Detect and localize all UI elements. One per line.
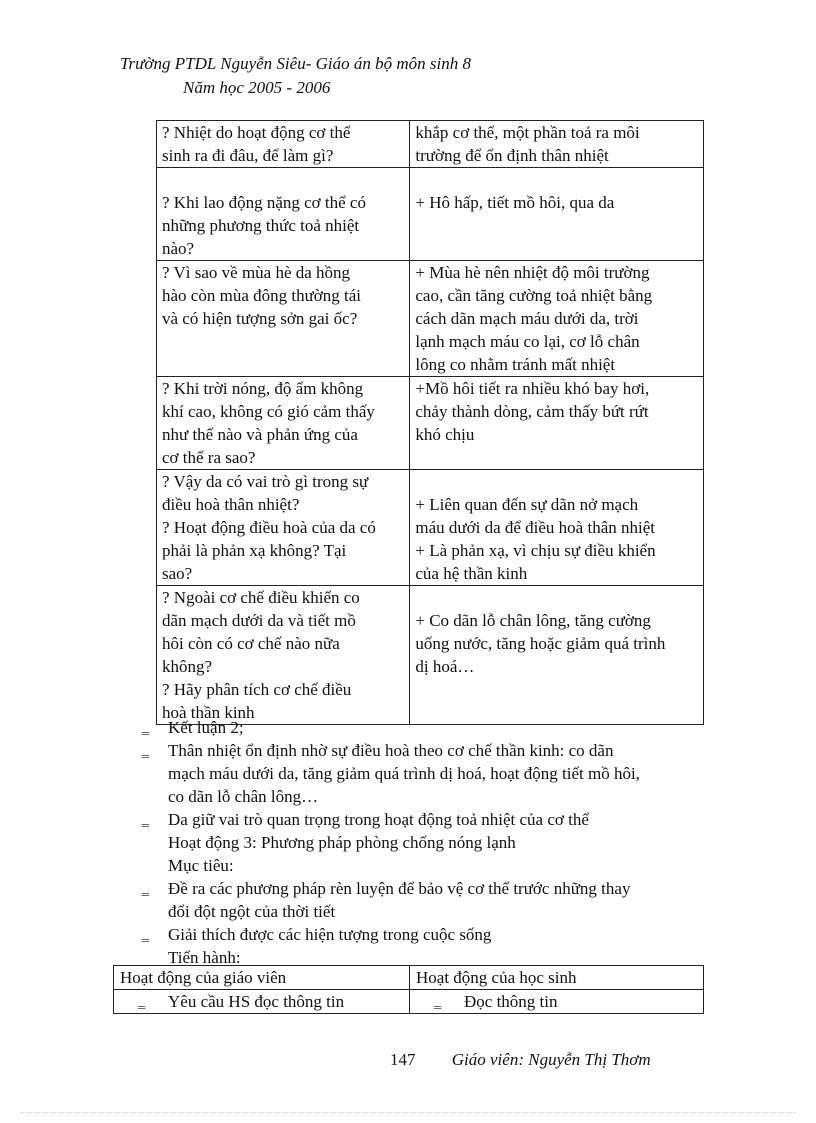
list-item bbox=[142, 739, 742, 808]
answer-cell bbox=[410, 168, 704, 261]
question-line: những phương thức toả nhiệt bbox=[162, 216, 360, 235]
answer-line: + Co dãn lỗ chân lông, tăng cường bbox=[415, 611, 651, 630]
answer-line: + Là phản xạ, vì chịu sự điều khiển bbox=[415, 541, 656, 560]
question-cell bbox=[157, 586, 410, 725]
dash-marker: ‗ bbox=[434, 994, 441, 1009]
activity-header-row bbox=[114, 966, 704, 990]
activity-table bbox=[113, 965, 704, 1014]
list-item-text bbox=[168, 923, 491, 946]
student-activity-cell bbox=[410, 990, 704, 1014]
dash-marker: ‗ bbox=[142, 812, 149, 827]
list-item-line: đổi đột ngột của thời tiết bbox=[168, 902, 336, 921]
list-item-text bbox=[168, 808, 589, 831]
answer-line: cao, cần tăng cường toả nhiệt bằng bbox=[415, 286, 653, 305]
teacher-name: Giáo viên: Nguyễn Thị Thơm bbox=[451, 1050, 651, 1069]
question-line: không? bbox=[162, 657, 213, 676]
qa-table bbox=[156, 120, 704, 725]
qa-row bbox=[157, 470, 704, 586]
answer-line: + Liên quan đến sự dãn nở mạch bbox=[415, 495, 639, 514]
answer-cell bbox=[410, 261, 704, 377]
question-cell bbox=[157, 261, 410, 377]
answer-line: lông co nhằm tránh mất nhiệt bbox=[415, 355, 616, 374]
question-line: sinh ra đi đâu, để làm gì? bbox=[162, 146, 334, 165]
question-cell bbox=[157, 470, 410, 586]
list-item bbox=[142, 923, 742, 946]
answer-cell bbox=[410, 377, 704, 470]
list-item bbox=[142, 716, 742, 739]
question-line: phải là phản xạ không? Tại bbox=[162, 541, 347, 560]
conclusion-list bbox=[142, 716, 742, 969]
answer-line: lạnh mạch máu co lại, cơ lỗ chân bbox=[415, 332, 640, 351]
list-item bbox=[142, 808, 742, 831]
answer-line bbox=[415, 168, 703, 191]
dash-marker: ‗ bbox=[142, 881, 149, 896]
list-item-line: co dãn lỗ chân lông… bbox=[168, 787, 319, 806]
answer-line: của hệ thần kinh bbox=[415, 564, 528, 583]
question-line: khí cao, không có gió cảm thấy bbox=[162, 402, 375, 421]
list-item-line: mạch máu dưới da, tăng giảm quá trình dị hoá, hoạt động tiết mồ hôi, bbox=[168, 764, 640, 783]
qa-row bbox=[157, 168, 704, 261]
question-line: cơ thể ra sao? bbox=[162, 448, 256, 467]
qa-row bbox=[157, 377, 704, 470]
list-item-line: Đề ra các phương pháp rèn luyện để bảo vệ cơ thể trước những thay bbox=[168, 879, 631, 898]
question-cell bbox=[157, 377, 410, 470]
header-year-line: Năm học 2005 - 2006 bbox=[183, 78, 331, 97]
footer-divider bbox=[20, 1112, 796, 1113]
question-line: ? Ngoài cơ chế điều khiển co bbox=[162, 588, 360, 607]
question-cell bbox=[157, 121, 410, 168]
dash-marker: ‗ bbox=[142, 720, 149, 735]
page-header bbox=[120, 52, 471, 100]
page-number: 147 bbox=[390, 1050, 416, 1069]
dash-marker: ‗ bbox=[138, 994, 145, 1009]
answer-cell bbox=[410, 470, 704, 586]
list-item-line: Kết luận 2; bbox=[168, 718, 244, 737]
question-line: hôi còn có cơ chế nào nữa bbox=[162, 634, 340, 653]
list-item-line: Mục tiêu: bbox=[168, 856, 234, 875]
student-activity-header: Hoạt động của học sinh bbox=[410, 966, 704, 990]
answer-line: khó chịu bbox=[415, 425, 475, 444]
answer-cell bbox=[410, 121, 704, 168]
question-line: nào? bbox=[162, 239, 195, 258]
answer-line: khắp cơ thể, một phần toả ra môi bbox=[415, 123, 640, 142]
qa-row bbox=[157, 121, 704, 168]
list-item-text bbox=[168, 716, 244, 739]
list-item-text bbox=[168, 831, 516, 854]
dash-marker: ‗ bbox=[142, 927, 149, 942]
page-footer bbox=[390, 1050, 651, 1070]
activity-row bbox=[114, 990, 704, 1014]
student-activity-text: Đọc thông tin bbox=[464, 992, 558, 1011]
teacher-activity-cell bbox=[114, 990, 410, 1014]
question-line: ? Hoạt động điều hoà của da có bbox=[162, 518, 376, 537]
list-item-line: Hoạt động 3: Phương pháp phòng chống nóng lạnh bbox=[168, 833, 516, 852]
list-item bbox=[142, 831, 742, 854]
header-school-line: Trường PTDL Nguyễn Siêu- Giáo án bộ môn sinh 8 bbox=[120, 54, 471, 73]
dash-marker: ‗ bbox=[142, 743, 149, 758]
question-line bbox=[162, 168, 409, 191]
question-line: ? Khi lao động nặng cơ thể có bbox=[162, 193, 366, 212]
question-line: ? Vì sao về mùa hè da hồng bbox=[162, 263, 351, 282]
answer-line: dị hoá… bbox=[415, 657, 475, 676]
answer-line: cách dãn mạch máu dưới da, trời bbox=[415, 309, 639, 328]
list-item-line: Thân nhiệt ổn định nhờ sự điều hoà theo cơ chế thần kinh: co dãn bbox=[168, 741, 614, 760]
answer-cell bbox=[410, 586, 704, 725]
question-line: ? Khi trời nóng, độ ẩm không bbox=[162, 379, 364, 398]
answer-line: máu dưới da để điều hoà thân nhiệt bbox=[415, 518, 655, 537]
list-item-line: Tiến hành: bbox=[168, 948, 241, 967]
list-item-text bbox=[168, 739, 640, 808]
answer-line bbox=[415, 586, 703, 609]
question-line: sao? bbox=[162, 564, 193, 583]
qa-row bbox=[157, 261, 704, 377]
list-item-line: Da giữ vai trò quan trọng trong hoạt động toả nhiệt của cơ thể bbox=[168, 810, 589, 829]
answer-line: uống nước, tăng hoặc giảm quá trình bbox=[415, 634, 666, 653]
list-item-text bbox=[168, 854, 234, 877]
question-line: điều hoà thân nhiệt? bbox=[162, 495, 300, 514]
answer-line: chảy thành dòng, cảm thấy bứt rứt bbox=[415, 402, 649, 421]
answer-line bbox=[415, 470, 703, 493]
qa-row bbox=[157, 586, 704, 725]
question-cell bbox=[157, 168, 410, 261]
list-item-text bbox=[168, 877, 630, 923]
question-line: như thế nào và phản ứng của bbox=[162, 425, 358, 444]
teacher-activity-header: Hoạt động của giáo viên bbox=[114, 966, 410, 990]
question-line: ? Hãy phân tích cơ chế điều bbox=[162, 680, 352, 699]
question-line: ? Vậy da có vai trò gì trong sự bbox=[162, 472, 369, 491]
teacher-activity-text: Yêu cầu HS đọc thông tin bbox=[168, 992, 345, 1011]
answer-line: +Mồ hôi tiết ra nhiều khó bay hơi, bbox=[415, 379, 650, 398]
question-line: và có hiện tượng sởn gai ốc? bbox=[162, 309, 358, 328]
question-line: dãn mạch dưới da và tiết mồ bbox=[162, 611, 356, 630]
list-item-line: Giải thích được các hiện tượng trong cuộc sống bbox=[168, 925, 492, 944]
answer-line: + Hô hấp, tiết mồ hôi, qua da bbox=[415, 193, 615, 212]
answer-line: trường để ổn định thân nhiệt bbox=[415, 146, 609, 165]
list-item bbox=[142, 877, 742, 923]
answer-line: + Mùa hè nên nhiệt độ môi trường bbox=[415, 263, 650, 282]
list-item bbox=[142, 854, 742, 877]
question-line: hoà thần kinh bbox=[162, 703, 255, 722]
question-line: ? Nhiệt do hoạt động cơ thể bbox=[162, 123, 351, 142]
question-line: hào còn mùa đông thường tái bbox=[162, 286, 362, 305]
